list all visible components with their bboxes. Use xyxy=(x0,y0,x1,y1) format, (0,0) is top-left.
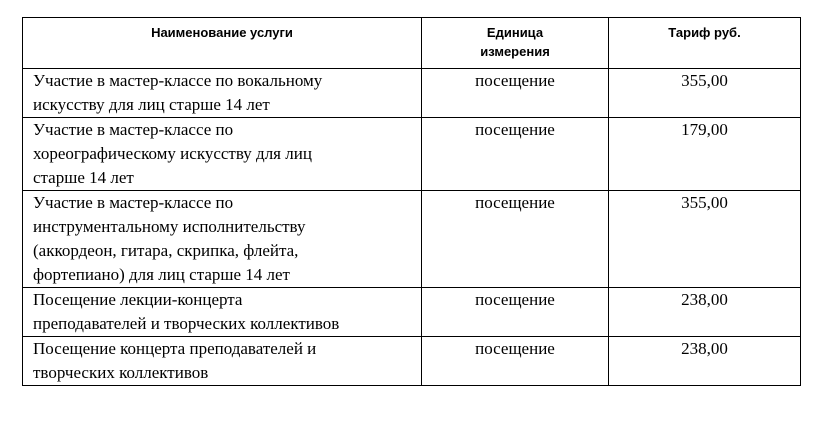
table-row xyxy=(23,69,801,118)
table-row xyxy=(23,191,801,288)
service-name-line: Участие в мастер-классе по xyxy=(33,193,234,212)
table-row xyxy=(23,337,801,386)
table-row xyxy=(23,118,801,191)
unit-cell: посещение xyxy=(422,191,609,288)
header-unit-line-2: измерения xyxy=(480,44,550,59)
service-name-line: Участие в мастер-классе по xyxy=(33,120,234,139)
header-unit xyxy=(422,18,609,69)
service-name-line: Посещение концерта преподавателей и xyxy=(33,339,317,358)
service-name-line: хореографическому искусству для лиц xyxy=(33,144,312,163)
service-name-line: фортепиано) для лиц старше 14 лет xyxy=(33,265,290,284)
service-name-cell xyxy=(23,337,422,386)
price-cell: 355,00 xyxy=(609,69,801,118)
unit-cell: посещение xyxy=(422,69,609,118)
service-name-line: (аккордеон, гитара, скрипка, флейта, xyxy=(33,241,299,260)
service-name-cell xyxy=(23,69,422,118)
service-name-cell xyxy=(23,288,422,337)
table-header-row xyxy=(23,18,801,69)
header-service-name xyxy=(23,18,422,69)
service-name-cell xyxy=(23,191,422,288)
header-service-name-text: Наименование услуги xyxy=(151,25,293,40)
service-name-line: Посещение лекции-концерта xyxy=(33,290,243,309)
service-name-line: инструментальному исполнительству xyxy=(33,217,306,236)
tariff-table xyxy=(22,17,801,386)
price-cell: 238,00 xyxy=(609,288,801,337)
price-cell: 179,00 xyxy=(609,118,801,191)
service-name-line: искусству для лиц старше 14 лет xyxy=(33,95,270,114)
unit-cell: посещение xyxy=(422,288,609,337)
price-cell: 238,00 xyxy=(609,337,801,386)
unit-cell: посещение xyxy=(422,337,609,386)
unit-cell: посещение xyxy=(422,118,609,191)
header-unit-line-1: Единица xyxy=(486,25,544,40)
service-name-line: Участие в мастер-классе по вокальному xyxy=(33,71,323,90)
price-cell: 355,00 xyxy=(609,191,801,288)
header-price-text: Тариф руб. xyxy=(668,25,741,40)
service-name-line: преподавателей и творческих коллективов xyxy=(33,314,340,333)
service-name-line: старше 14 лет xyxy=(33,168,134,187)
header-price xyxy=(609,18,801,69)
table-row xyxy=(23,288,801,337)
service-name-cell xyxy=(23,118,422,191)
service-name-line: творческих коллективов xyxy=(33,363,209,382)
